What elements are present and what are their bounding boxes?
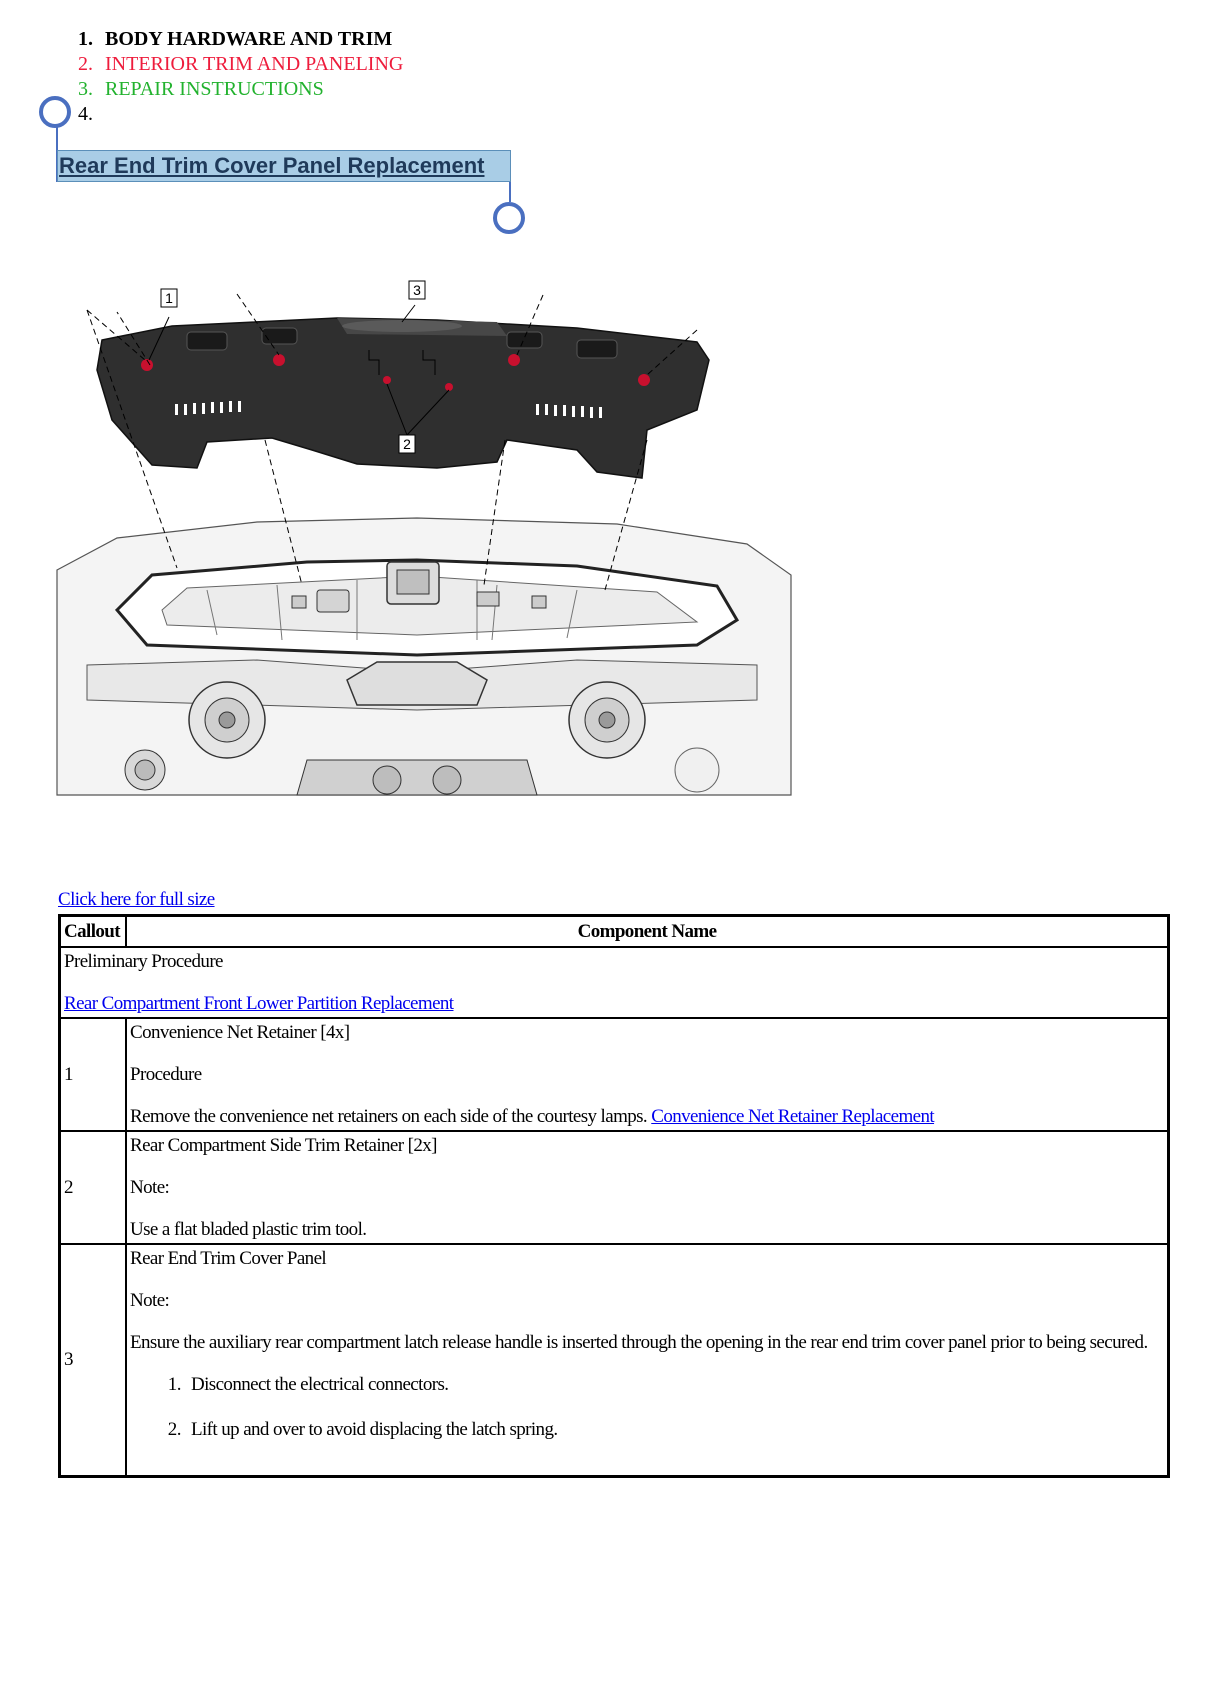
svg-text:3: 3 xyxy=(413,282,421,298)
preliminary-label: Preliminary Procedure xyxy=(64,951,223,972)
callout-column-header: Callout xyxy=(60,916,126,947)
component-name: Convenience Net Retainer [4x] xyxy=(130,1022,350,1043)
table-row xyxy=(60,1244,1168,1476)
step-list xyxy=(130,1374,1164,1441)
procedure-table xyxy=(58,914,1170,1478)
procedure-label: Procedure xyxy=(130,1064,202,1085)
list-item: 1. Disconnect the electrical connectors. xyxy=(185,1374,1164,1396)
breadcrumb xyxy=(78,27,403,127)
full-size-link[interactable]: Click here for full size xyxy=(58,889,215,910)
table-header-row xyxy=(60,916,1168,947)
page-title[interactable]: Rear End Trim Cover Panel Replacement xyxy=(57,150,511,182)
table-row xyxy=(60,1018,1168,1131)
callout-1 xyxy=(161,289,177,307)
trim-cover-panel xyxy=(97,318,709,478)
component-column-header: Component Name xyxy=(126,916,1168,947)
convenience-net-retainer-link[interactable]: Convenience Net Retainer Replacement xyxy=(651,1106,935,1127)
breadcrumb-item-body-hardware[interactable]: 1. BODY HARDWARE AND TRIM xyxy=(78,28,393,50)
vehicle-body xyxy=(57,518,791,795)
callout-3 xyxy=(409,281,425,299)
breadcrumb-label: INTERIOR TRIM AND PANELING xyxy=(105,53,404,75)
note-text: Use a flat bladed plastic trim tool. xyxy=(130,1219,367,1240)
list-item: 2. Lift up and over to avoid displacing the latch spring. xyxy=(185,1419,1164,1441)
preliminary-link[interactable]: Rear Compartment Front Lower Partition Replacement xyxy=(64,993,454,1014)
breadcrumb-label: BODY HARDWARE AND TRIM xyxy=(105,28,393,50)
component-name: Rear Compartment Side Trim Retainer [2x] xyxy=(130,1135,437,1156)
note-label: Note: xyxy=(130,1177,170,1198)
breadcrumb-item-repair-instructions[interactable]: 3. REPAIR INSTRUCTIONS xyxy=(78,78,324,100)
breadcrumb-label: REPAIR INSTRUCTIONS xyxy=(105,78,324,100)
selection-start-handle[interactable] xyxy=(39,96,71,128)
callout-number: 3 xyxy=(60,1244,126,1476)
component-illustration xyxy=(57,282,791,795)
note-label: Note: xyxy=(130,1290,170,1311)
selection-end-handle[interactable] xyxy=(493,202,525,234)
breadcrumb-item-current: 4. xyxy=(78,103,93,125)
note-text: Ensure the auxiliary rear compartment latch release handle is inserted through the opening in the rear end trim cover panel prior to being secured. xyxy=(130,1332,1148,1353)
callout-number: 2 xyxy=(60,1131,126,1244)
breadcrumb-item-interior-trim[interactable]: 2. INTERIOR TRIM AND PANELING xyxy=(78,53,404,75)
callout-number: 1 xyxy=(60,1018,126,1131)
table-row xyxy=(60,1131,1168,1244)
svg-text:2: 2 xyxy=(403,436,411,452)
svg-text:1: 1 xyxy=(165,290,173,306)
callout-2 xyxy=(399,435,415,453)
preliminary-row xyxy=(60,947,1168,1018)
procedure-text: Remove the convenience net retainers on each side of the courtesy lamps. xyxy=(130,1106,648,1127)
component-name: Rear End Trim Cover Panel xyxy=(130,1248,327,1269)
